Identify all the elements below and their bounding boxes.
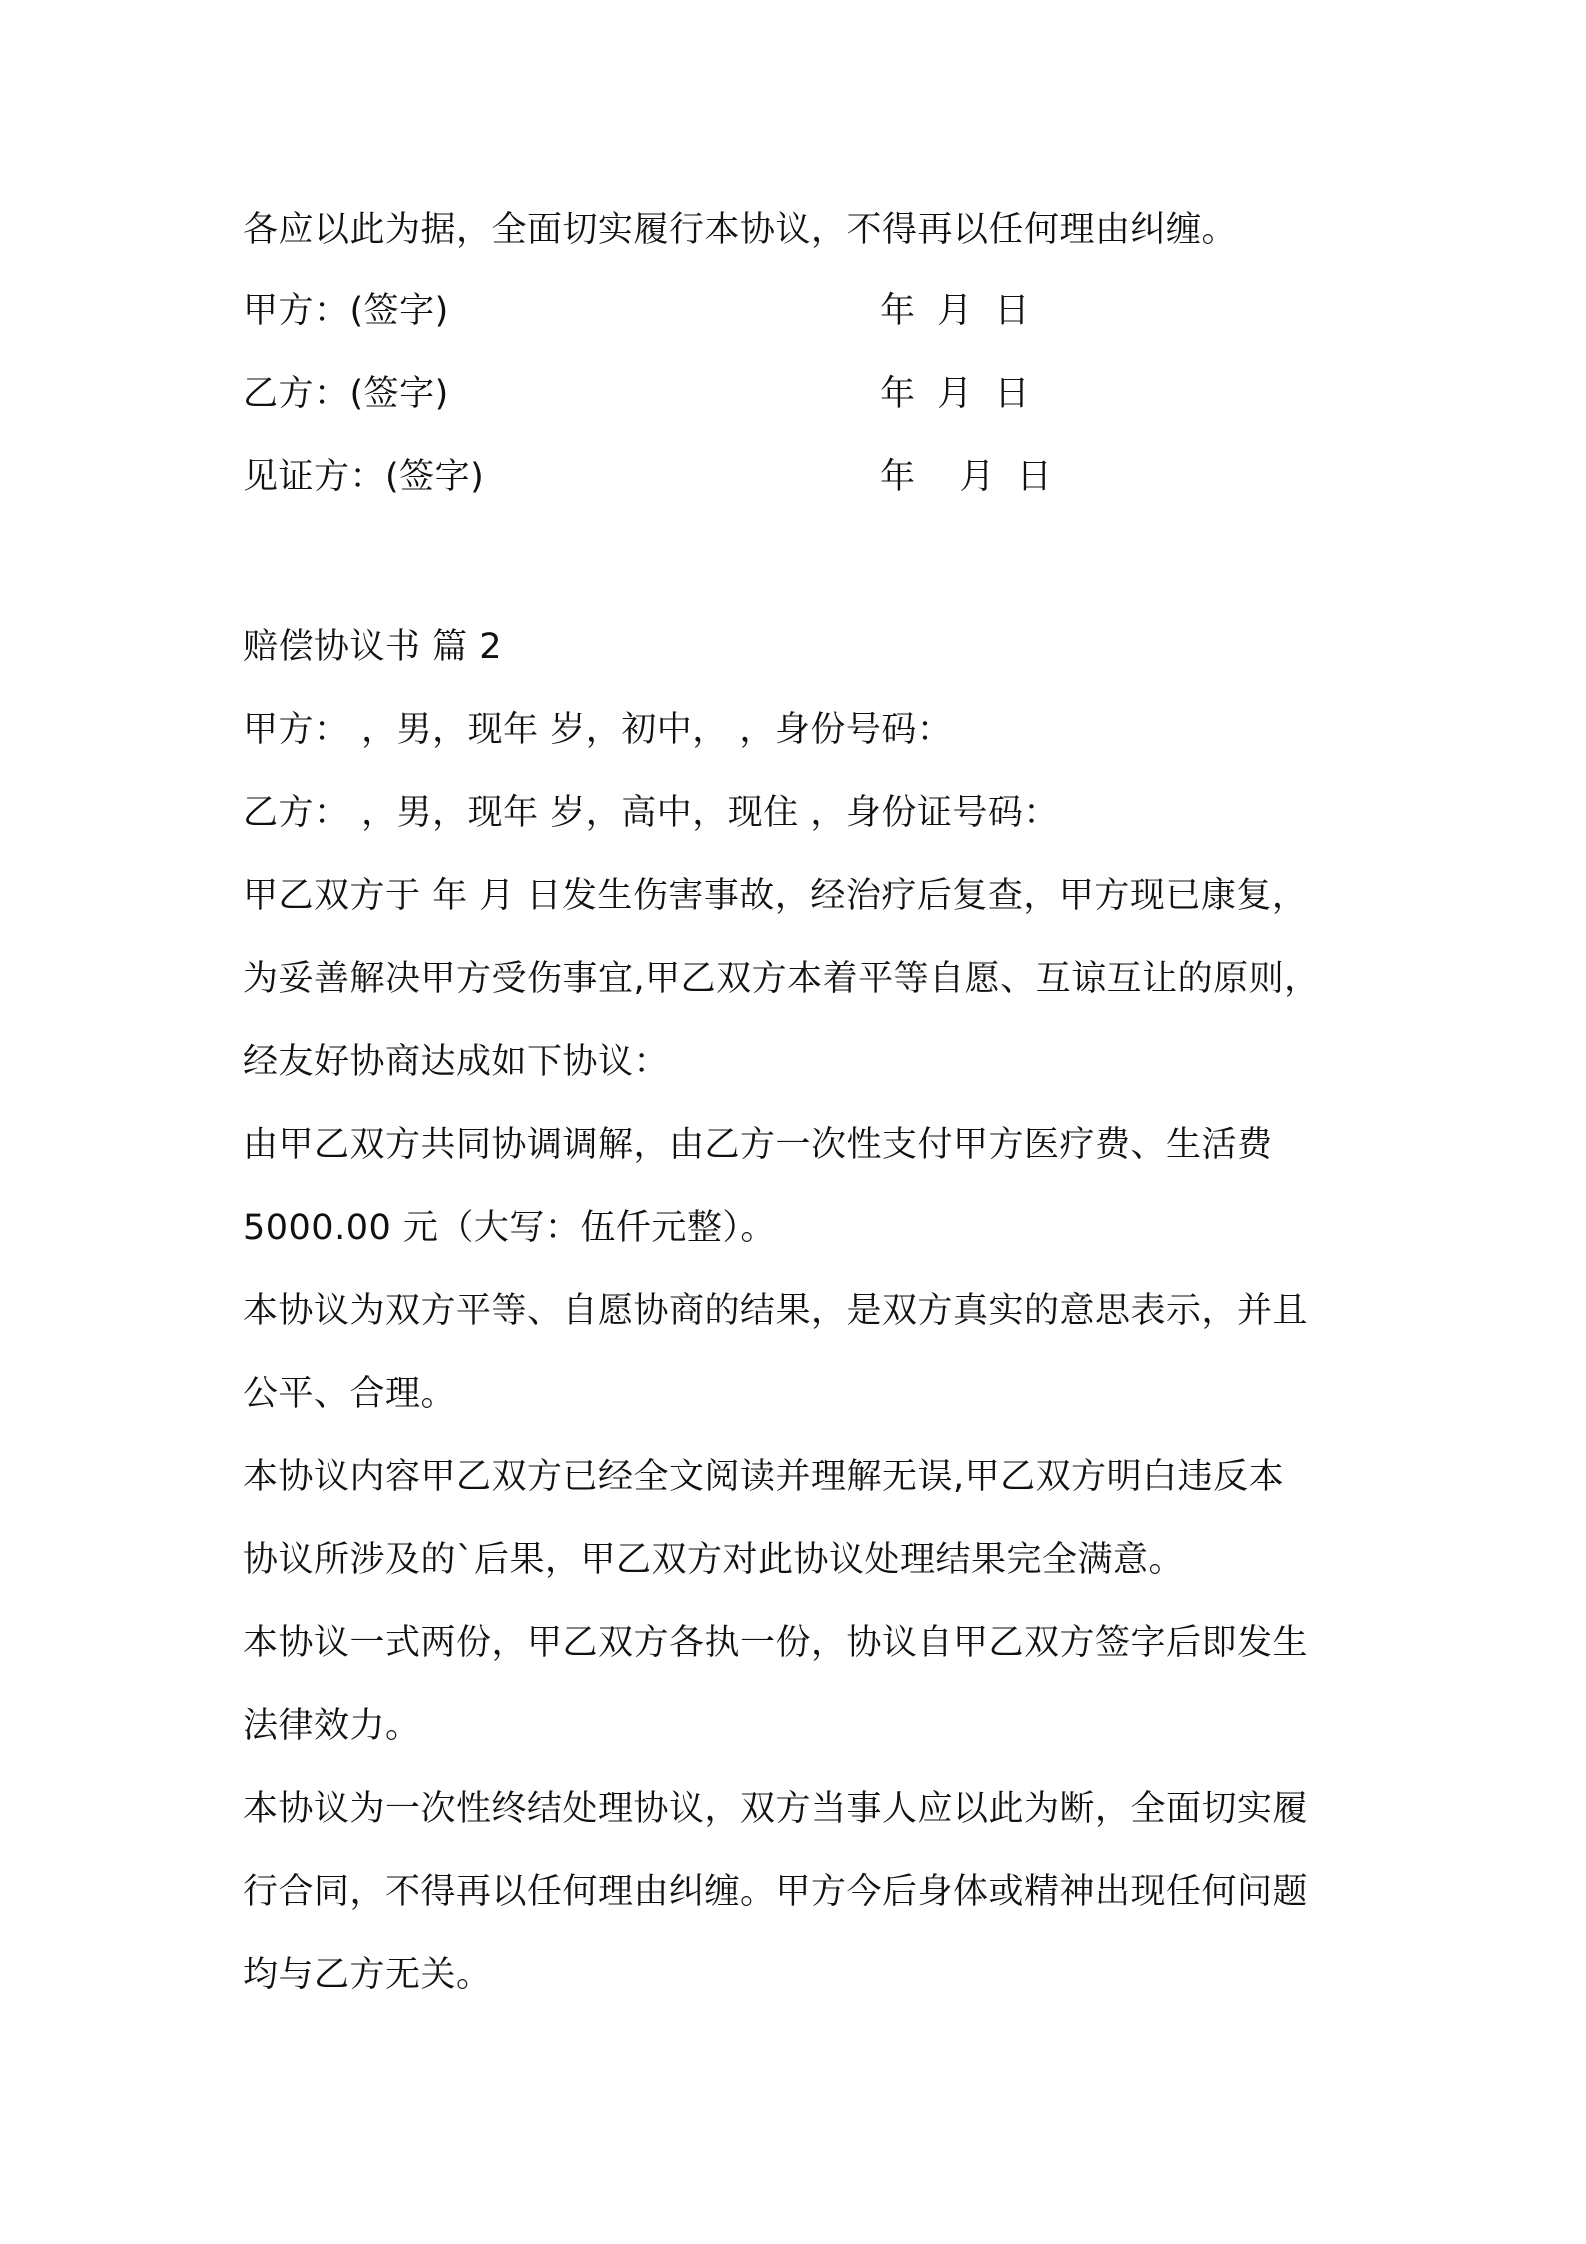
agreement-paragraph-line: 均与乙方无关。: [243, 1955, 492, 1995]
party-a-info: 甲方： ，男，现年 岁，初中， ，身份号码：: [243, 710, 953, 750]
party-b-signature-date: 年 月 日: [880, 374, 1030, 414]
witness-signature-label: 见证方：(签字): [243, 457, 485, 497]
agreement-paragraph-line: 本协议为双方平等、自愿协商的结果，是双方真实的意思表示，并且: [243, 1291, 1309, 1331]
agreement-title: 赔偿协议书 篇 2: [243, 627, 503, 667]
party-b-info: 乙方： ，男，现年 岁，高中，现住 ，身份证号码：: [243, 793, 1059, 833]
agreement-paragraph-line: 行合同，不得再以任何理由纠缠。甲方今后身体或精神出现任何问题: [243, 1872, 1309, 1912]
party-b-signature-label: 乙方：(签字): [243, 374, 449, 414]
agreement-paragraph-line: 由甲乙双方共同协调调解，由乙方一次性支付甲方医疗费、生活费: [243, 1125, 1273, 1165]
agreement-paragraph-line: 本协议为一次性终结处理协议，双方当事人应以此为断，全面切实履: [243, 1789, 1309, 1829]
agreement-paragraph-line: 本协议一式两份，甲乙双方各执一份，协议自甲乙双方签字后即发生: [243, 1623, 1309, 1663]
party-a-signature-label: 甲方：(签字): [243, 291, 449, 331]
witness-signature-date: 年 月 日: [880, 457, 1052, 497]
closing-line: 各应以此为据，全面切实履行本协议，不得再以任何理由纠缠。: [243, 210, 1238, 250]
agreement-paragraph-line: 为妥善解决甲方受伤事宜,甲乙双方本着平等自愿、互谅互让的原则，: [243, 959, 1320, 999]
agreement-paragraph-line: 协议所涉及的`后果，甲乙双方对此协议处理结果完全满意。: [243, 1540, 1185, 1580]
agreement-paragraph-line: 公平、合理。: [243, 1374, 457, 1414]
party-a-signature-date: 年 月 日: [880, 291, 1030, 331]
agreement-paragraph-line: 甲乙双方于 年 月 日发生伤害事故，经治疗后复查，甲方现已康复，: [243, 876, 1308, 916]
agreement-paragraph-line: 法律效力。: [243, 1706, 421, 1746]
agreement-paragraph-line: 本协议内容甲乙双方已经全文阅读并理解无误,甲乙双方明白违反本: [243, 1457, 1285, 1497]
agreement-paragraph-line: 5000.00 元（大写：伍仟元整）。: [243, 1208, 776, 1248]
agreement-paragraph-line: 经友好协商达成如下协议：: [243, 1042, 670, 1082]
